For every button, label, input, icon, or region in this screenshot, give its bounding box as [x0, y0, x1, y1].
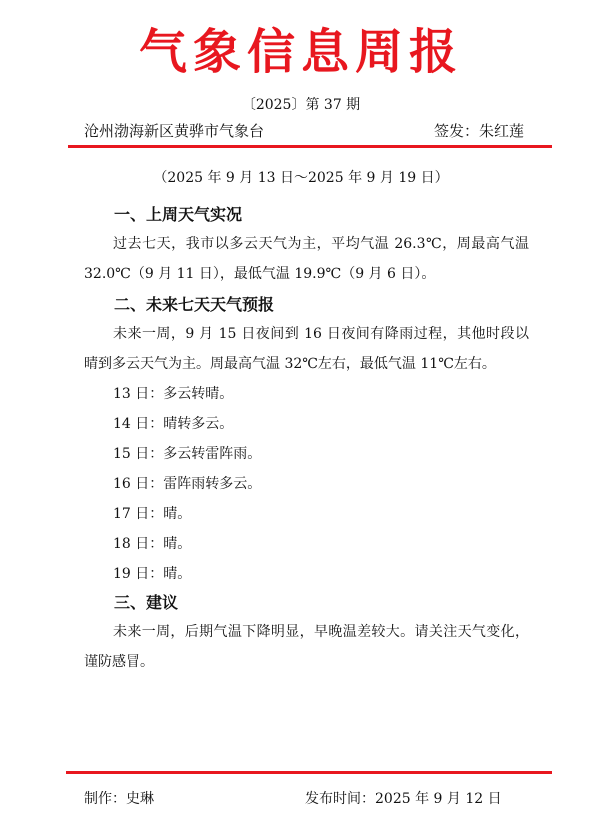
issue-number: 〔2025〕第 37 期	[241, 97, 361, 113]
report-body	[84, 201, 529, 677]
forecast-day: 14 日：晴转多云。	[113, 416, 234, 432]
forecast-day: 18 日：晴。	[113, 536, 192, 552]
forecast-day: 16 日：雷阵雨转多云。	[113, 476, 262, 492]
header-divider	[68, 145, 552, 148]
section-heading-forecast: 二、未来七天天气预报	[114, 295, 275, 314]
section-heading-advice: 三、建议	[114, 593, 179, 612]
forecast-day: 13 日：多云转晴。	[113, 386, 234, 402]
signer: 签发：朱红莲	[433, 122, 524, 140]
report-period: （2025 年 9 月 13 日～2025 年 9 月 19 日）	[153, 170, 449, 186]
section-text-forecast: 未来一周，9 月 15 日夜间到 16 日夜间有降雨过程，其他时段以晴到多云天气为主。周最高气温 32℃左右，最低气温 11℃左右。	[84, 326, 529, 372]
section-heading-past-week: 一、上周天气实况	[114, 205, 243, 224]
forecast-day: 19 日：晴。	[113, 566, 192, 582]
publish-time: 发布时间：2025 年 9 月 12 日	[305, 791, 502, 807]
issuing-organization: 沧州渤海新区黄骅市气象台	[84, 122, 265, 140]
section-text-advice: 未来一周，后期气温下降明显，早晚温差较大。请关注天气变化，谨防感冒。	[84, 624, 529, 670]
section-text-past-week: 过去七天，我市以多云天气为主，平均气温 26.3℃，周最高气温 32.0℃（9 月 11 日），最低气温 19.9℃（9 月 6 日）。	[84, 236, 529, 282]
forecast-day: 15 日：多云转雷阵雨。	[113, 446, 262, 462]
footer-divider	[66, 771, 552, 774]
forecast-day: 17 日：晴。	[113, 506, 192, 522]
masthead-title: 气象信息周报	[138, 24, 463, 80]
maker: 制作：史琳	[84, 791, 154, 807]
